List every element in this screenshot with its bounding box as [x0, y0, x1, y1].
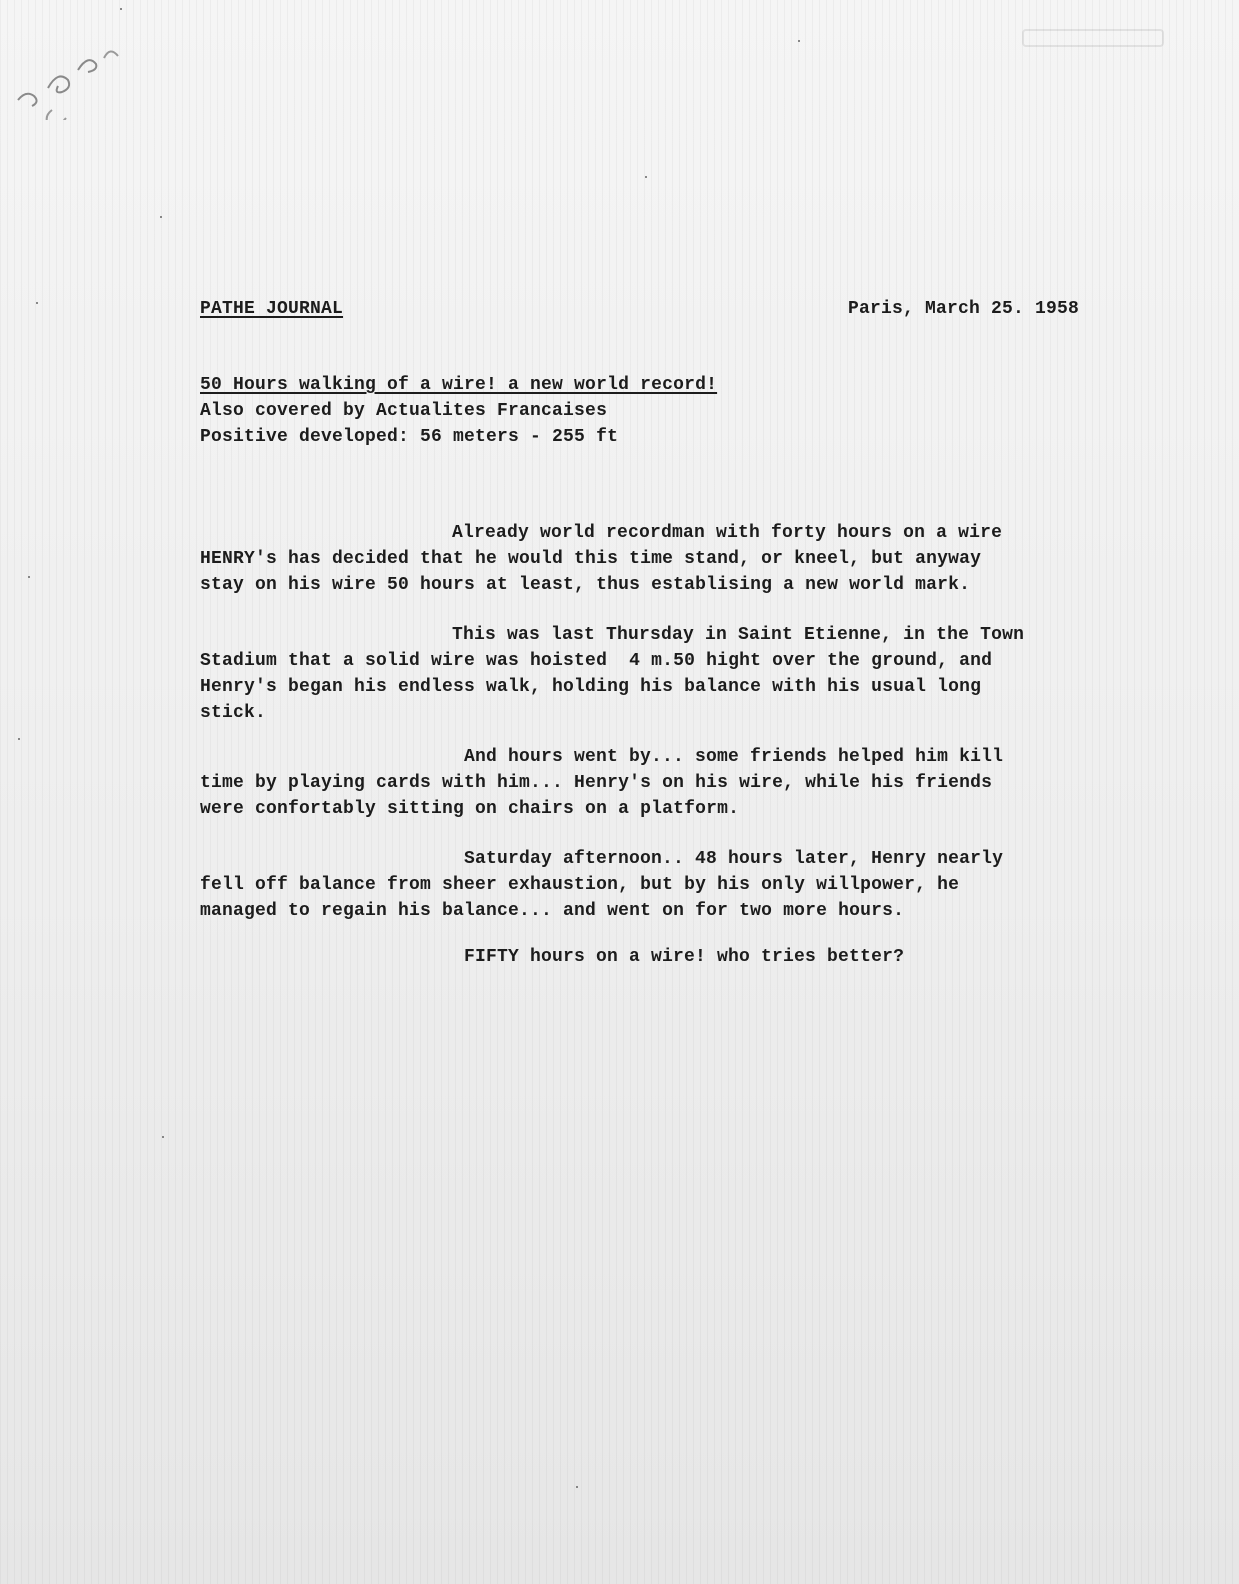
paper-speck	[160, 216, 162, 218]
dateline: Paris, March 25. 1958	[848, 299, 1080, 319]
paper-speck	[36, 302, 38, 304]
paper-speck	[120, 8, 122, 10]
paragraph-3-line-1: And hours went by... some friends helped him kill	[464, 747, 1004, 767]
paragraph-2-line-1: This was last Thursday in Saint Etienne, in the Town	[452, 625, 1025, 645]
paper-speck	[576, 1486, 578, 1488]
paragraph-4-line-3: managed to regain his balance... and went on for two more hours.	[200, 901, 905, 921]
headline: 50 Hours walking of a wire! a new world record!	[200, 375, 718, 395]
paragraph-1-line-1: Already world recordman with forty hours on a wire	[452, 523, 1003, 543]
paragraph-4-line-1: Saturday afternoon.. 48 hours later, Henry nearly	[464, 849, 1004, 869]
paper-speck	[645, 176, 647, 178]
paragraph-3-line-2: time by playing cards with him... Henry's on his wire, while his friends	[200, 773, 993, 793]
paragraph-3-line-3: were confortably sitting on chairs on a platform.	[200, 799, 740, 819]
paper-speck	[28, 576, 30, 578]
paragraph-2-line-2: Stadium that a solid wire was hoisted 4 m.50 hight over the ground, and	[200, 651, 993, 671]
closing-line: FIFTY hours on a wire! who tries better?	[464, 947, 905, 967]
paragraph-4-line-2: fell off balance from sheer exhaustion, but by his only willpower, he	[200, 875, 960, 895]
paragraph-1-line-3: stay on his wire 50 hours at least, thus establising a new world mark.	[200, 575, 971, 595]
publication-name: PATHE JOURNAL	[200, 299, 344, 319]
paragraph-2-line-3: Henry's began his endless walk, holding his balance with his usual long	[200, 677, 982, 697]
paper-speck	[18, 738, 20, 740]
paper-speck	[162, 1136, 164, 1138]
coverage-note: Also covered by Actualites Francaises	[200, 401, 608, 421]
faded-stamp-icon	[1019, 24, 1169, 52]
paper-speck	[798, 40, 800, 42]
paragraph-1-line-2: HENRY's has decided that he would this time stand, or kneel, but anyway	[200, 549, 982, 569]
paragraph-2-line-4: stick.	[200, 703, 267, 723]
pencil-annotation-icon	[8, 30, 138, 120]
footage-note: Positive developed: 56 meters - 255 ft	[200, 427, 619, 447]
